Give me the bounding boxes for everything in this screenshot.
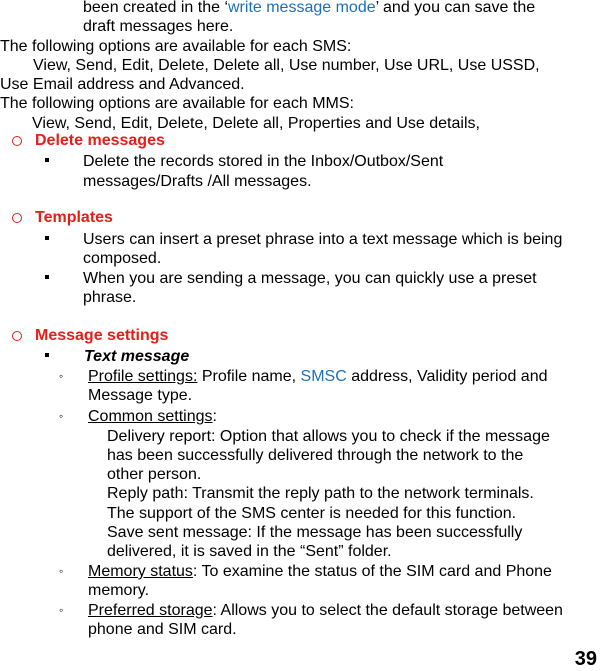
common-settings-label: Common settings: (88, 408, 217, 425)
save-sent-line-2: delivered, it is saved in the “Sent” folder. (107, 543, 392, 560)
square-bullet-icon (45, 353, 49, 357)
small-circle-bullet-icon: ◦ (59, 369, 64, 383)
small-circle-bullet-icon: ◦ (59, 409, 64, 423)
mms-heading: The following options are available for each MMS: (0, 95, 354, 112)
templates-text-3: When you are sending a message, you can quickly use a preset (83, 270, 537, 287)
delivery-report-line-2: has been successfully delivered through the network to the (107, 447, 524, 464)
intro-line-1: been created in the ‘write message mode’ and you can save the (83, 0, 536, 16)
delete-messages-heading: Delete messages (35, 132, 165, 149)
memory-status-line-2: memory. (88, 582, 150, 599)
templates-text-2: composed. (83, 250, 162, 267)
profile-settings-line-2: Message type. (88, 387, 193, 404)
sms-options-line-2: Use Email address and Advanced. (0, 76, 245, 93)
reply-path-line-1: Reply path: Transmit the reply path to the network terminals. (107, 485, 534, 502)
circle-bullet-icon (12, 136, 22, 146)
delivery-report-line-1: Delivery report: Option that allows you to check if the message (107, 428, 550, 445)
square-bullet-icon (45, 236, 49, 240)
square-bullet-icon (45, 158, 49, 162)
delete-messages-text-1: Delete the records stored in the Inbox/Outbox/Sent (83, 153, 444, 170)
memory-status-line-1: Memory status: To examine the status of the SIM card and Phone (88, 563, 552, 580)
delivery-report-line-3: other person. (107, 466, 202, 483)
text-message-subheading: Text message (84, 348, 190, 365)
smsc-link: SMSC (300, 368, 347, 385)
intro-line-2: draft messages here. (83, 18, 234, 35)
profile-settings-line-1: Profile settings: Profile name, SMSC address, Validity period and (88, 368, 548, 385)
templates-text-4: phrase. (83, 289, 137, 306)
small-circle-bullet-icon: ◦ (59, 603, 64, 617)
reply-path-line-2: The support of the SMS center is needed for this function. (107, 505, 517, 522)
sms-options-line-1: View, Send, Edit, Delete, Delete all, Use number, Use URL, Use USSD, (33, 57, 540, 74)
page-number: 39 (574, 648, 597, 670)
preferred-storage-line-1: Preferred storage: Allows you to select the default storage between (88, 602, 563, 619)
delete-messages-text-2: messages/Drafts /All messages. (83, 173, 312, 190)
templates-text-1: Users can insert a preset phrase into a text message which is being (83, 231, 563, 248)
message-settings-heading: Message settings (35, 327, 169, 344)
templates-heading: Templates (35, 209, 113, 226)
sms-heading: The following options are available for each SMS: (0, 38, 352, 55)
circle-bullet-icon (12, 331, 22, 341)
save-sent-line-1: Save sent message: If the message has been successfully (107, 524, 523, 541)
circle-bullet-icon (12, 213, 22, 223)
square-bullet-icon (45, 275, 49, 279)
preferred-storage-line-2: phone and SIM card. (88, 621, 237, 638)
small-circle-bullet-icon: ◦ (59, 564, 64, 578)
mms-options-line-1: View, Send, Edit, Delete, Delete all, Properties and Use details, (32, 115, 480, 132)
write-message-mode-link: write message mode (228, 0, 376, 16)
